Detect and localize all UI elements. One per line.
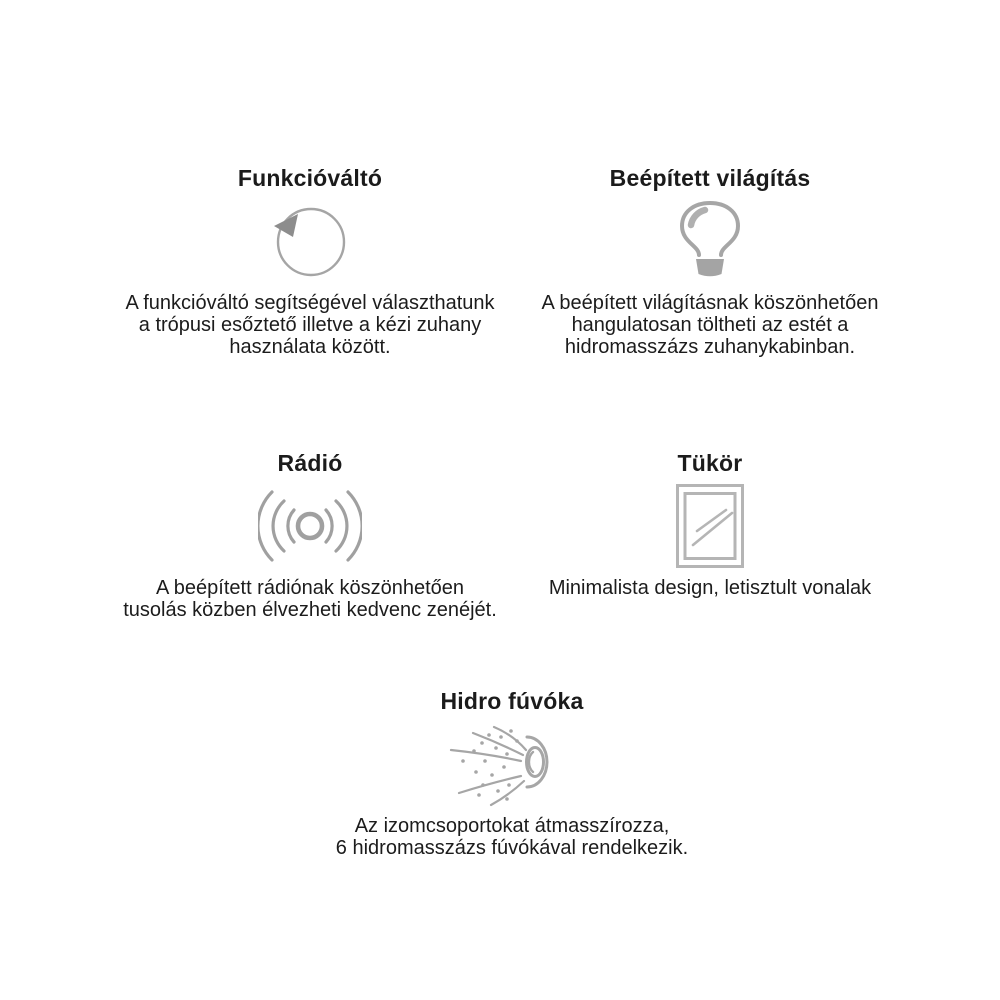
feature-description-line: hangulatosan töltheti az estét a — [571, 314, 849, 336]
feature-description-line: A beépített rádiónak köszönhetően — [155, 577, 464, 599]
feature-title: Tükör — [677, 450, 743, 476]
radio-waves-icon — [258, 483, 362, 569]
feature-description-line: 6 hidromasszázs fúvókával rendelkezik. — [335, 837, 689, 859]
feature-description-line: Minimalista design, letisztult vonalak — [548, 577, 872, 599]
feature-beepitett-vilagitas — [460, 165, 960, 358]
feature-description-line: hidromasszázs zuhanykabinban. — [564, 336, 856, 358]
light-bulb-icon — [676, 198, 744, 284]
feature-description — [336, 815, 688, 859]
feature-description — [542, 292, 879, 358]
rotate-arrow-icon — [273, 198, 347, 284]
feature-description — [123, 577, 497, 621]
feature-title: Hidro fúvóka — [440, 688, 584, 714]
feature-description-line: Az izomcsoportokat átmasszírozza, — [354, 815, 670, 837]
feature-description-line: használata között. — [229, 336, 391, 358]
feature-title: Funkcióváltó — [237, 165, 383, 191]
mirror-icon — [676, 483, 744, 569]
feature-description — [125, 292, 494, 358]
feature-description — [549, 577, 871, 599]
feature-description-line: tusolás közben élvezheti kedvenc zenéjét. — [123, 599, 497, 621]
feature-title: Beépített világítás — [609, 165, 811, 191]
feature-description-line: a trópusi esőztető illetve a kézi zuhany — [138, 314, 482, 336]
water-jet-icon — [449, 721, 576, 807]
feature-hidro-fuvoka — [262, 688, 762, 859]
feature-description-line: A funkcióváltó segítségével választhatunk — [125, 292, 495, 314]
feature-title: Rádió — [277, 450, 343, 476]
feature-tukor — [460, 450, 960, 599]
feature-description-line: A beépített világításnak köszönhetően — [541, 292, 879, 314]
